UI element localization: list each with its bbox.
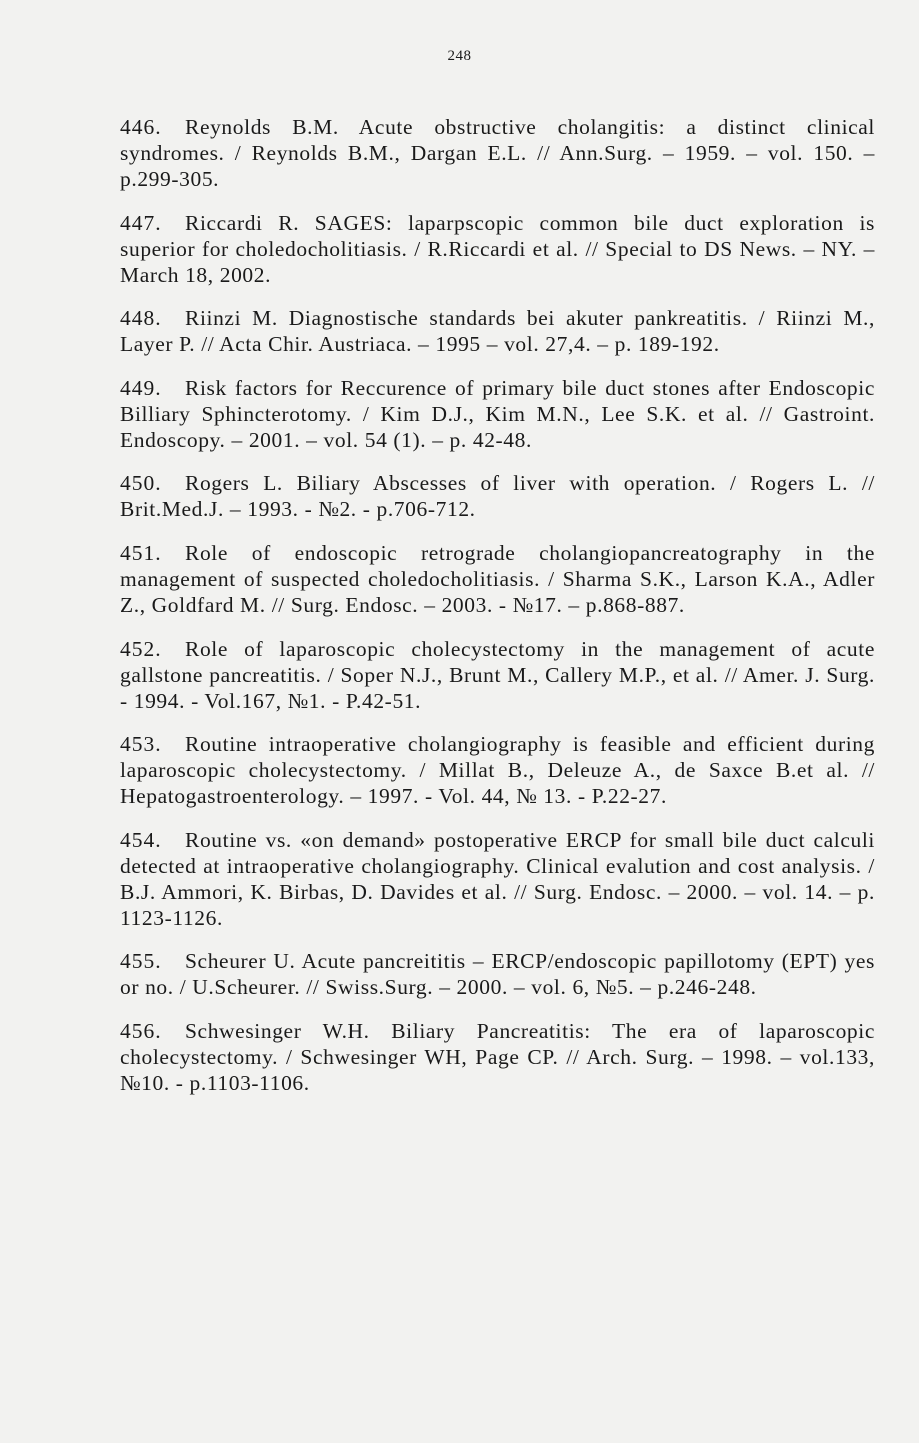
reference-number: 447. bbox=[120, 210, 162, 235]
reference-item bbox=[120, 731, 875, 809]
reference-number: 456. bbox=[120, 1018, 162, 1043]
reference-number: 449. bbox=[120, 375, 162, 400]
reference-item bbox=[120, 636, 875, 714]
reference-text: Scheurer U. Acute pancreititis – ERCP/endoscopic papillotomy (EPT) yes or no. / U.Scheurer. // Swiss.Surg. – 2000. – vol. 6, №5. – p.246-248. bbox=[120, 949, 875, 999]
reference-text: Rogers L. Biliary Abscesses of liver with operation. / Rogers L. // Brit.Med.J. – 1993. - №2. - p.706-712. bbox=[120, 471, 875, 521]
reference-item bbox=[120, 375, 875, 453]
reference-item bbox=[120, 827, 875, 931]
reference-text: Riinzi M. Diagnostische standards bei akuter pankreatitis. / Riinzi M., Layer P. // Acta Chir. Austriaca. – 1995 – vol. 27,4. – p. 189-192. bbox=[120, 306, 875, 356]
reference-list bbox=[120, 114, 875, 1113]
reference-number: 446. bbox=[120, 115, 162, 139]
reference-text: Schwesinger W.H. Biliary Pancreatitis: The era of laparoscopic cholecystectomy. / Schwesinger WH, Page CP. // Arch. Surg. – 1998. – vol.133, №10. - p.1103-1106. bbox=[120, 1018, 875, 1095]
reference-text: Routine intraoperative cholangiography is feasible and efficient during laparoscopic cholecystectomy. / Millat B., Deleuze A., de Saxce B.et al. // Hepatogastroenterology. – 1997. - Vol. 44, № 13. - P.22-27. bbox=[120, 732, 875, 808]
reference-number: 450. bbox=[120, 471, 162, 495]
reference-item bbox=[120, 114, 875, 192]
reference-number: 452. bbox=[120, 636, 162, 661]
reference-item bbox=[120, 948, 875, 1000]
reference-text: Reynolds B.M. Acute obstructive cholangitis: a distinct clinical syndromes. / Reynolds B.M., Dargan E.L. // Ann.Surg. – 1959. – vol. 150. – p.299-305. bbox=[120, 115, 875, 191]
reference-number: 451. bbox=[120, 540, 162, 565]
reference-item bbox=[120, 210, 875, 288]
reference-text: Risk factors for Reccurence of primary bile duct stones after Endoscopic Billiary Sphincterotomy. / Kim D.J., Kim M.N., Lee S.K. et al. // Gastroint. Endoscopy. – 2001. – vol. 54 (1). – p. 42-48. bbox=[120, 375, 875, 452]
reference-number: 455. bbox=[120, 949, 162, 973]
reference-item bbox=[120, 1018, 875, 1096]
reference-item bbox=[120, 470, 875, 522]
reference-number: 448. bbox=[120, 306, 162, 330]
reference-text: Riccardi R. SAGES: laparpscopic common bile duct exploration is superior for choledocholitiasis. / R.Riccardi et al. // Special to DS News. – NY. – March 18, 2002. bbox=[120, 210, 875, 287]
reference-text: Role of laparoscopic cholecystectomy in the management of acute gallstone pancreatitis. / Soper N.J., Brunt M., Callery M.P., et al. // Amer. J. Surg. - 1994. - Vol.167, №1. - P.42-51. bbox=[120, 636, 875, 713]
reference-text: Routine vs. «on demand» postoperative ERCP for small bile duct calculi detected at intraoperative cholangiography. Clinical evalution and cost analysis. / B.J. Ammori, K. Birbas, D. Davides et al. // Surg. Endosc. – 2000. – vol. 14. – p. 1123-1126. bbox=[120, 827, 875, 930]
reference-number: 454. bbox=[120, 827, 162, 852]
reference-item bbox=[120, 540, 875, 618]
reference-text: Role of endoscopic retrograde cholangiopancreatography in the management of suspected choledocholitiasis. / Sharma S.K., Larson K.A., Adler Z., Goldfard M. // Surg. Endosc. – 2003. - №17. – p.868-887. bbox=[120, 540, 875, 617]
reference-number: 453. bbox=[120, 732, 162, 756]
reference-item bbox=[120, 305, 875, 357]
page-number: 248 bbox=[447, 48, 472, 64]
